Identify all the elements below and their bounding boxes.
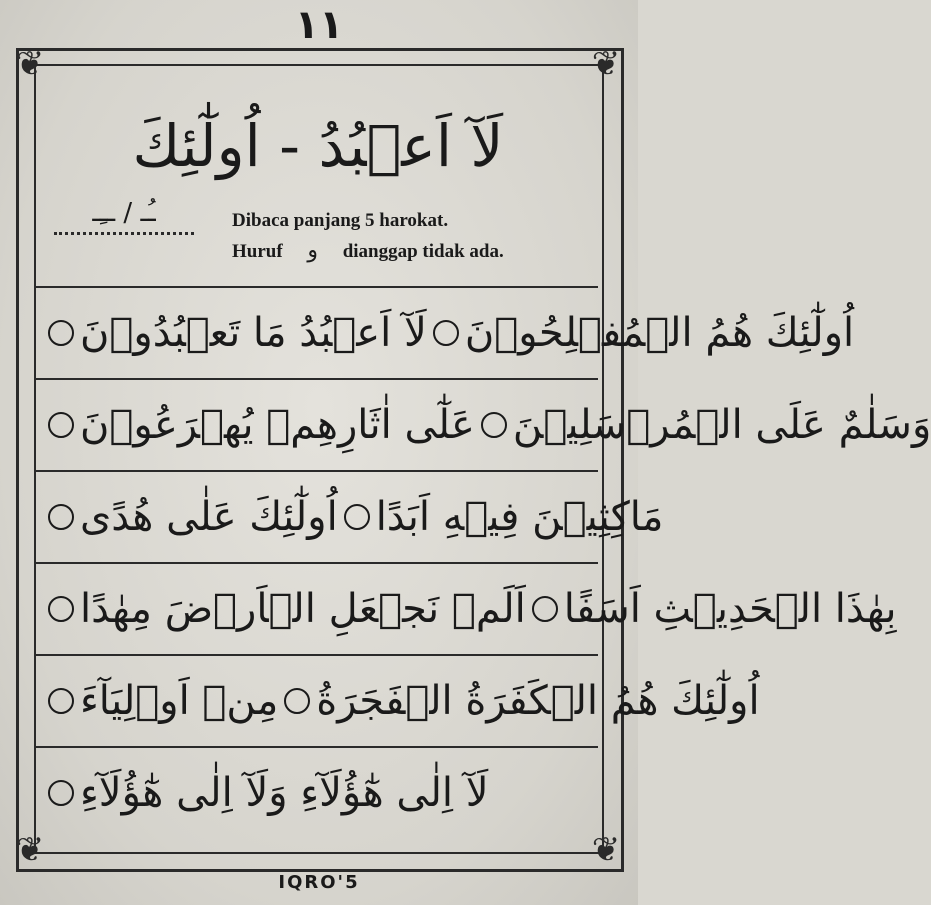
reading-rows [36,286,931,838]
rule-marks [54,200,194,240]
reading-row [36,286,855,378]
reading-row [36,746,598,838]
note-line-2-pre: Huruf [232,241,283,262]
ornament-corner-icon: ❦ [591,830,621,870]
note-line-2-post: dianggap tidak ada. [342,241,504,262]
instruction-note [232,206,602,267]
circle-marker-icon [344,504,370,530]
phrase [42,310,427,356]
phrase [338,494,664,540]
circle-marker-icon [48,320,74,346]
phrase-text: اُولٰٓئِكَ هُمُ الۡكَفَرَةُ الۡفَجَرَةُ [316,678,760,724]
note-line-2 [232,236,602,267]
phrase [526,586,897,632]
circle-marker-icon [48,688,74,714]
waw-letter: و [307,238,318,263]
phrase [427,310,854,356]
circle-marker-icon [48,504,74,530]
phrase-text: لَآ اِلٰى هٰٓؤُلَآءِ وَلَآ اِلٰى هٰٓؤُلَآءِ [80,770,489,816]
phrase-text: وَسَلٰمٌ عَلَى الۡمُرۡسَلِيۡنَ [512,402,931,448]
circle-marker-icon [532,596,558,622]
phrase-text: لَآ اَعۡبُدُ مَا تَعۡبُدُوۡنَ [80,310,427,356]
reading-row [36,378,931,470]
phrase [42,678,278,724]
reading-row [36,470,664,562]
lesson-title: لَآ اَعۡبُدُ - اُولٰٓئِكَ [132,112,504,180]
ornament-corner-icon: ❦ [591,44,621,84]
ornament-corner-icon: ❦ [15,830,45,870]
reading-row [36,654,760,746]
phrase [42,770,489,816]
note-line-1: Dibaca panjang 5 harokat. [232,210,449,231]
rule-marks-text: ـُـ / ــِـ [92,198,156,228]
circle-marker-icon [48,780,74,806]
circle-marker-icon [284,688,310,714]
phrase [42,402,475,448]
phrase [42,494,338,540]
phrase-text: مَاكِثِيۡنَ فِيۡهِ اَبَدًا [375,494,664,540]
circle-marker-icon [433,320,459,346]
reading-row [36,562,897,654]
ornament-corner-icon: ❦ [15,44,45,84]
book-footer: IQRO'5 [278,872,360,893]
phrase-text: اُولٰٓئِكَ عَلٰى هُدًى [80,494,338,540]
phrase-text: مِنۡ اَوۡلِيَآءَ [80,678,279,724]
phrase [42,586,526,632]
dotted-underline [54,228,194,235]
circle-marker-icon [48,596,74,622]
page-number: ١١ [294,2,344,48]
circle-marker-icon [481,412,507,438]
phrase-text: عَلٰٓى اٰثَارِهِمۡ يُهۡرَعُوۡنَ [80,402,475,448]
phrase-text: بِهٰذَا الۡحَدِيۡثِ اَسَفًا [563,586,897,632]
phrase-text: اَلَمۡ نَجۡعَلِ الۡاَرۡضَ مِهٰدًا [80,586,526,632]
phrase [475,402,931,448]
phrase-text: اُولٰٓئِكَ هُمُ الۡمُفۡلِحُوۡنَ [464,310,855,356]
phrase [278,678,759,724]
circle-marker-icon [48,412,74,438]
